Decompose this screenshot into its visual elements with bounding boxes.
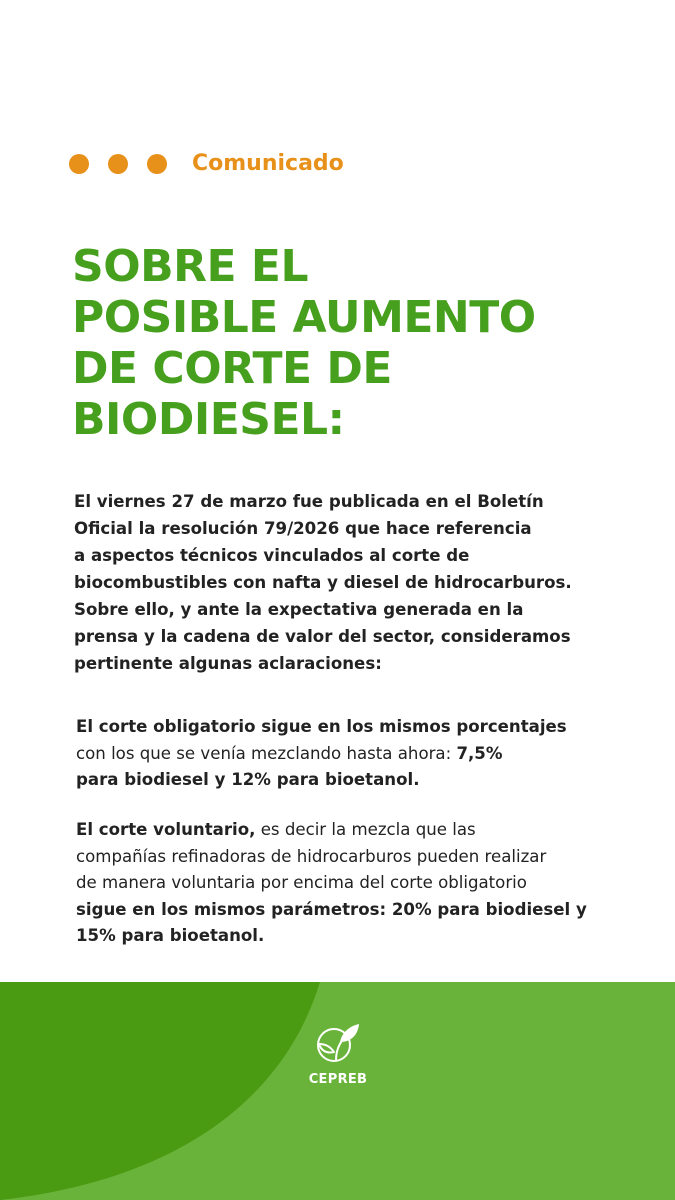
- paragraph-line: [76, 817, 646, 844]
- paragraph-line: [76, 923, 646, 950]
- paragraph-line: compañías refinadoras de hidrocarburos pueden realizar: [76, 846, 547, 866]
- intro-paragraph: [74, 488, 634, 677]
- mandatory-blend-paragraph: [76, 714, 646, 794]
- title-line: SOBRE EL: [72, 241, 308, 292]
- dot-icon: [147, 154, 167, 174]
- paragraph-line: de manera voluntaria por encima del corte obligatorio: [76, 873, 527, 892]
- intro-line: pertinente algunas aclaraciones:: [74, 654, 382, 673]
- bold-text: El corte voluntario,: [76, 820, 256, 839]
- leaf-logo-icon: [314, 1020, 362, 1064]
- title-line: DE CORTE DE: [72, 343, 392, 394]
- intro-line: biocombustibles con nafta y diesel de hidrocarburos.: [74, 573, 572, 592]
- title-line: BIODIESEL:: [72, 394, 345, 445]
- category-label: Comunicado: [192, 151, 344, 176]
- intro-line: Oficial la resolución 79/2026 que hace referencia: [74, 519, 532, 538]
- paragraph-line: [76, 714, 646, 741]
- paragraph-line: [76, 767, 646, 794]
- plain-text: es decir la mezcla que las: [255, 820, 476, 839]
- paragraph-line: [76, 897, 646, 924]
- intro-line: Sobre ello, y ante la expectativa generada en la: [74, 600, 524, 619]
- plain-text: con los que se venía mezclando hasta ahora:: [76, 743, 457, 763]
- intro-line: prensa y la cadena de valor del sector, consideramos: [74, 627, 571, 646]
- title-line: POSIBLE AUMENTO: [72, 292, 536, 343]
- bold-text: El corte obligatorio sigue en los mismos porcentajes: [76, 717, 567, 736]
- bold-text: sigue en los mismos parámetros: 20% para biodiesel y: [76, 899, 587, 919]
- dot-icon: [108, 154, 128, 174]
- decorative-dots-icon: [69, 153, 186, 175]
- footer-band: [0, 982, 675, 1200]
- voluntary-blend-paragraph: [76, 817, 646, 950]
- logo-text: CEPREB: [308, 1072, 368, 1087]
- intro-line: a aspectos técnicos vinculados al corte de: [74, 546, 470, 565]
- dot-icon: [69, 154, 89, 174]
- page-title: [72, 241, 652, 445]
- paragraph-line: [76, 741, 646, 768]
- bold-text: 7,5%: [456, 743, 503, 763]
- cepreb-logo: [300, 1020, 376, 1087]
- bold-text: 15% para bioetanol.: [76, 926, 265, 945]
- bold-text: para biodiesel y 12% para bioetanol.: [76, 770, 420, 789]
- intro-line: El viernes 27 de marzo fue publicada en el Boletín: [74, 492, 544, 511]
